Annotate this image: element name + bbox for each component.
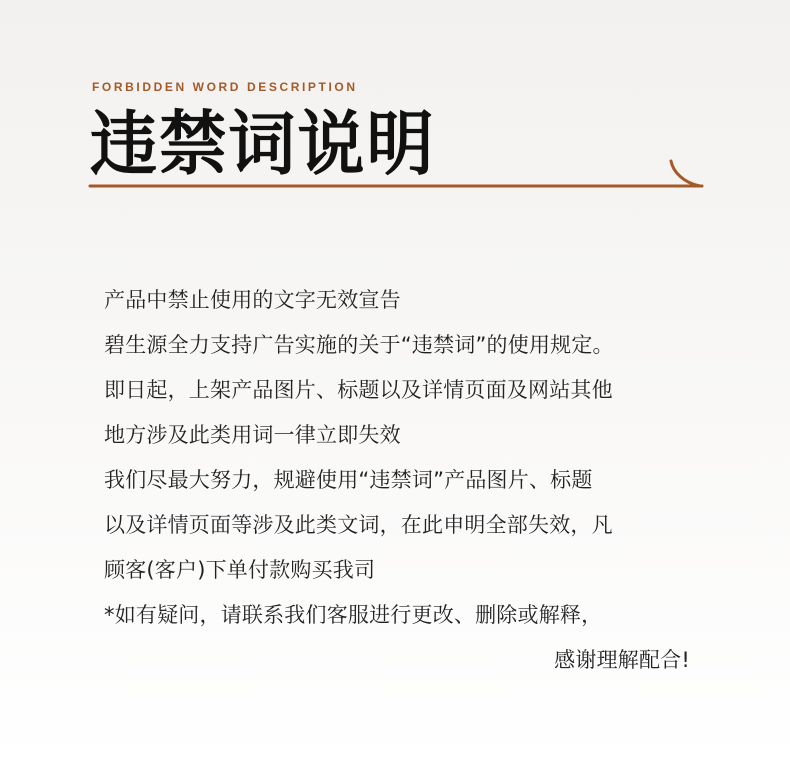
underline-curve: [671, 161, 700, 186]
declaration-line-1: 产品中禁止使用的文字无效宣告: [104, 288, 401, 312]
declaration-line-2: 碧生源全力支持广告实施的关于“违禁词”的使用规定。: [104, 333, 614, 357]
declaration-line-7: 顾客(客户)下单付款购买我司: [104, 558, 376, 582]
section-subtitle: FORBIDDEN WORD DESCRIPTION: [92, 80, 358, 94]
declaration-line-9: 感谢理解配合!: [554, 648, 690, 672]
declaration-line-3: 即日起，上架产品图片、标题以及详情页面及网站其他: [104, 378, 613, 402]
declaration-line-5: 我们尽最大努力，规避使用“违禁词”产品图片、标题: [104, 468, 593, 492]
title-underline-decoration: [90, 160, 702, 190]
page-title: 违禁词说明: [90, 103, 436, 185]
declaration-line-6: 以及详情页面等涉及此类文词，在此申明全部失效，凡: [104, 513, 613, 537]
declaration-line-4: 地方涉及此类用词一律立即失效: [104, 423, 401, 447]
declaration-line-8: *如有疑问，请联系我们客服进行更改、删除或解释，: [104, 603, 603, 627]
declaration-text: [104, 278, 694, 683]
